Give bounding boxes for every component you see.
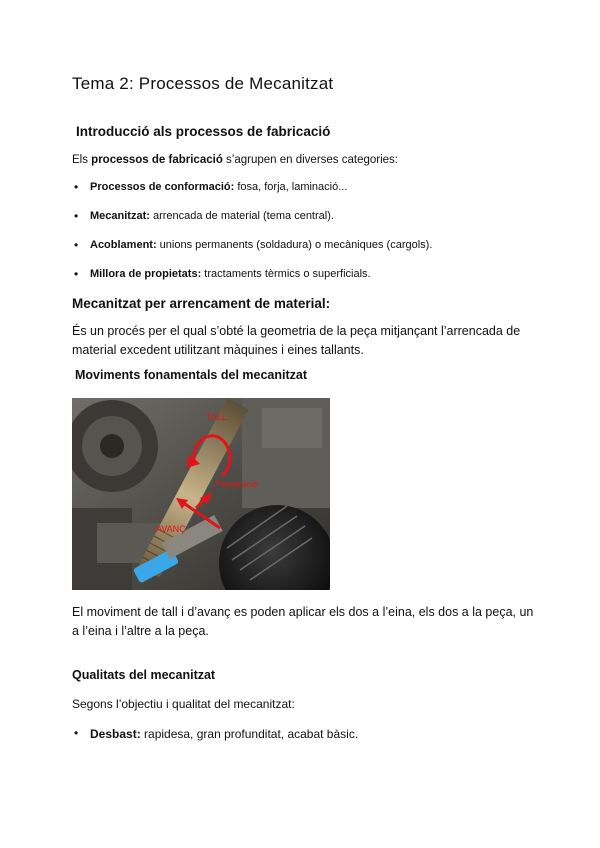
page-title: Tema 2: Processos de Mecanitzat <box>72 74 334 93</box>
paragraph-line: a l’eina i l’altre a la peça. <box>72 624 209 638</box>
list-item <box>90 727 358 741</box>
intro-text-pre: Els <box>72 154 92 166</box>
label-penetracio: Penetració <box>215 479 259 489</box>
list-item-text: arrencada de material (tema central). <box>149 210 334 222</box>
section-heading-intro: Introducció als processos de fabricació <box>76 124 331 139</box>
list-item <box>90 210 334 222</box>
section-heading-moviments: Moviments fonamentals del mecanitzat <box>75 368 308 382</box>
paragraph-line: material excedent utilitzant màquines i eines tallants. <box>72 343 364 357</box>
qualitats-intro: Segons l’objectiu i qualitat del mecanitzat: <box>72 697 295 711</box>
list-item-bold: Processos de conformació: <box>90 181 235 193</box>
list-item-text: unions permanents (soldadura) o mecàniques (cargols). <box>156 239 433 251</box>
mecanitzat-paragraph <box>72 322 542 360</box>
paragraph-line: El moviment de tall i d’avanç es poden aplicar els dos a l’eina, els dos a la peça, un <box>72 605 534 619</box>
list-item <box>90 181 347 193</box>
intro-text-bold: processos de fabricació <box>91 154 223 166</box>
list-item-bold: Desbast: <box>90 727 141 741</box>
section-heading-mecanitzat: Mecanitzat per arrencament de material: <box>72 296 331 311</box>
label-avanc: AVANÇ <box>156 524 186 534</box>
list-item-bold: Mecanitzat: <box>90 210 150 222</box>
list-item-text: rapidesa, gran profunditat, acabat bàsic. <box>140 727 359 741</box>
list-item-text: fosa, forja, laminació... <box>234 181 348 193</box>
lathe-photo <box>72 398 330 590</box>
section-heading-qualitats: Qualitats del mecanitzat <box>72 668 216 682</box>
caption-paragraph <box>72 603 542 641</box>
list-item-bold: Millora de propietats: <box>90 268 202 280</box>
list-item-bold: Acoblament: <box>90 239 157 251</box>
intro-paragraph <box>72 154 398 166</box>
lathe-photo-drawing <box>72 398 330 590</box>
intro-text-post: s’agrupen en diverses categories: <box>222 154 398 166</box>
list-item <box>90 239 432 251</box>
paragraph-line: És un procés per el qual s’obté la geometria de la peça mitjançant l’arrencada de <box>72 324 521 338</box>
list-item <box>90 268 371 280</box>
label-tall: TALL <box>206 412 227 422</box>
list-item-text: tractaments tèrmics o superficials. <box>201 268 371 280</box>
